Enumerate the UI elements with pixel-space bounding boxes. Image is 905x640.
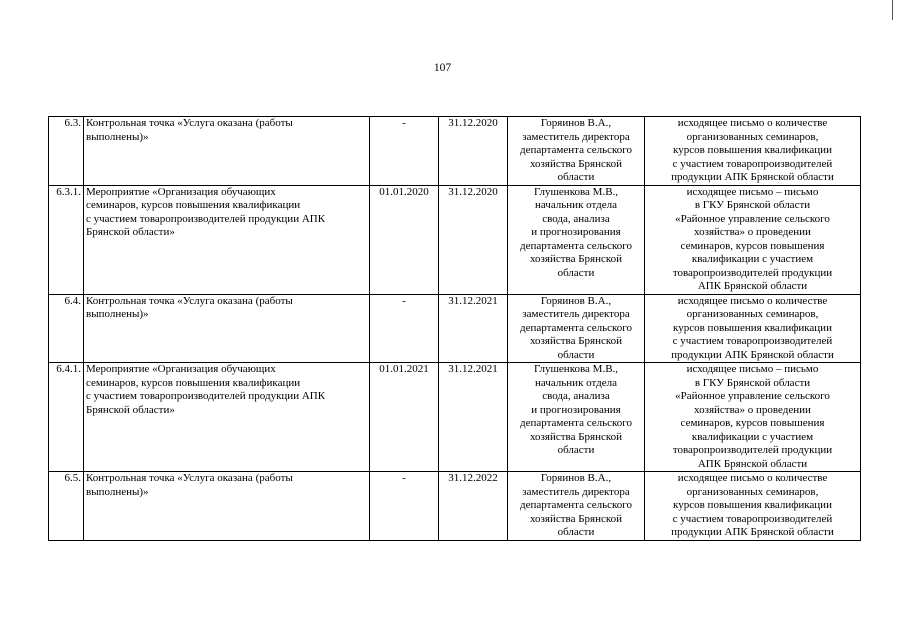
cell-result-line: семинаров, курсов повышения <box>680 417 825 429</box>
cell-responsible-line: области <box>557 444 595 456</box>
cell-responsible-line: области <box>557 266 595 279</box>
cell-event-name-line: выполнены)» <box>86 308 149 320</box>
cell-event-name-line: с участием товаропроизводителей продукции АПК <box>86 212 326 225</box>
cell-end-date: 31.12.2021 <box>439 294 508 363</box>
cell-event-name-line: Контрольная точка «Услуга оказана (работы <box>86 294 293 307</box>
cell-responsible-line: Горяинов В.А., <box>540 294 612 307</box>
cell-responsible-line: департамента сельского <box>519 144 633 156</box>
cell-responsible-line: начальник отдела <box>534 376 618 389</box>
cell-start-date: - <box>370 117 439 186</box>
cell-responsible-line: и прогнозирования <box>531 403 621 416</box>
cell-start-date: 01.01.2021 <box>370 363 439 472</box>
cell-result-line: в ГКУ Брянской области <box>694 199 811 211</box>
cell-result-line: хозяйства» о проведении <box>694 226 811 238</box>
cell-result-line: в ГКУ Брянской области <box>694 376 811 389</box>
cell-result-line: организованных семинаров, <box>686 308 819 320</box>
table-row <box>49 185 861 294</box>
cell-result-line: исходящее письмо – письмо <box>686 185 819 198</box>
cell-number: 6.3.1. <box>49 185 84 294</box>
cell-number: 6.4. <box>49 294 84 363</box>
cell-result <box>645 294 861 363</box>
cell-event-name <box>84 472 370 541</box>
cell-end-date: 31.12.2021 <box>439 363 508 472</box>
cell-result-line: с участием товаропроизводителей <box>672 335 833 347</box>
cell-responsible-line: заместитель директора <box>522 485 630 498</box>
cell-result <box>645 363 861 472</box>
cell-event-name-line: с участием товаропроизводителей продукции АПК <box>86 390 326 402</box>
cell-event-name-line: Мероприятие «Организация обучающих <box>86 185 276 198</box>
cell-event-name-line: семинаров, курсов повышения квалификации <box>86 199 301 211</box>
cell-responsible-line: Горяинов В.А., <box>540 472 612 484</box>
cell-result-line: продукции АПК Брянской области <box>671 348 834 361</box>
cell-responsible-line: хозяйства Брянской <box>529 253 623 265</box>
cell-end-date: 31.12.2020 <box>439 117 508 186</box>
cell-result <box>645 472 861 541</box>
cell-event-name <box>84 185 370 294</box>
scan-edge-mark <box>892 0 893 20</box>
cell-event-name-line: выполнены)» <box>86 485 149 498</box>
cell-responsible-line: хозяйства Брянской <box>529 430 623 443</box>
cell-event-name <box>84 363 370 472</box>
cell-result-line: «Районное управление сельского <box>675 390 830 402</box>
cell-start-date: - <box>370 294 439 363</box>
cell-result-line: квалификации с участием <box>691 253 814 265</box>
cell-event-name-line: Мероприятие «Организация обучающих <box>86 363 276 375</box>
table-row <box>49 363 861 472</box>
cell-responsible-line: департамента сельского <box>519 321 633 334</box>
cell-responsible <box>508 185 645 294</box>
cell-responsible-line: департамента сельского <box>519 499 633 511</box>
table-row <box>49 117 861 186</box>
cell-result-line: семинаров, курсов повышения <box>680 239 825 252</box>
cell-number: 6.3. <box>49 117 84 186</box>
cell-responsible-line: области <box>557 171 595 183</box>
cell-responsible <box>508 472 645 541</box>
cell-responsible-line: хозяйства Брянской <box>529 512 623 525</box>
plan-table <box>48 116 861 541</box>
cell-result-line: АПК Брянской области <box>697 280 808 292</box>
cell-responsible-line: хозяйства Брянской <box>529 157 623 170</box>
cell-result-line: исходящее письмо – письмо <box>686 363 819 375</box>
cell-result-line: «Районное управление сельского <box>675 212 830 225</box>
cell-result-line: товаропроизводителей продукции <box>672 266 833 279</box>
cell-responsible-line: заместитель директора <box>522 130 630 143</box>
cell-start-date: - <box>370 472 439 541</box>
cell-result-line: курсов повышения квалификации <box>673 321 832 334</box>
cell-event-name <box>84 294 370 363</box>
table-row <box>49 472 861 541</box>
cell-result-line: курсов повышения квалификации <box>673 144 832 156</box>
cell-responsible-line: Горяинов В.А., <box>540 117 612 129</box>
cell-responsible-line: департамента сельского <box>519 417 633 429</box>
cell-result-line: квалификации с участием <box>691 430 814 443</box>
cell-result-line: АПК Брянской области <box>697 457 808 470</box>
cell-responsible-line: Глушенкова М.В., <box>533 363 619 375</box>
cell-responsible-line: свода, анализа <box>542 390 610 402</box>
cell-event-name-line: Контрольная точка «Услуга оказана (работы <box>86 472 293 484</box>
cell-responsible-line: заместитель директора <box>522 308 630 320</box>
cell-result-line: продукции АПК Брянской области <box>671 171 834 183</box>
cell-result-line: организованных семинаров, <box>686 485 819 498</box>
cell-end-date: 31.12.2020 <box>439 185 508 294</box>
cell-responsible-line: свода, анализа <box>542 212 610 225</box>
cell-responsible-line: хозяйства Брянской <box>529 335 623 347</box>
cell-responsible-line: области <box>557 526 595 538</box>
cell-event-name-line: Брянской области» <box>86 403 175 416</box>
cell-result-line: хозяйства» о проведении <box>694 403 811 416</box>
cell-responsible <box>508 294 645 363</box>
cell-end-date: 31.12.2022 <box>439 472 508 541</box>
plan-table-body <box>49 117 861 541</box>
page-number: 107 <box>433 62 452 74</box>
cell-number: 6.4.1. <box>49 363 84 472</box>
table-row <box>49 294 861 363</box>
cell-event-name <box>84 117 370 186</box>
cell-result-line: с участием товаропроизводителей <box>672 157 833 170</box>
cell-result-line: исходящее письмо о количестве <box>677 294 828 307</box>
cell-event-name-line: Брянской области» <box>86 226 175 238</box>
cell-event-name-line: Контрольная точка «Услуга оказана (работы <box>86 117 293 129</box>
cell-result-line: курсов повышения квалификации <box>673 499 832 511</box>
cell-result-line: с участием товаропроизводителей <box>672 512 833 525</box>
cell-result <box>645 185 861 294</box>
cell-result-line: товаропроизводителей продукции <box>672 444 833 456</box>
cell-result-line: исходящее письмо о количестве <box>677 472 828 484</box>
cell-number: 6.5. <box>49 472 84 541</box>
cell-responsible <box>508 363 645 472</box>
cell-result-line: продукции АПК Брянской области <box>671 526 834 538</box>
cell-responsible-line: начальник отдела <box>534 199 618 211</box>
cell-responsible-line: Глушенкова М.В., <box>533 185 619 198</box>
cell-result <box>645 117 861 186</box>
cell-event-name-line: выполнены)» <box>86 130 149 143</box>
cell-result-line: организованных семинаров, <box>686 130 819 143</box>
cell-responsible-line: департамента сельского <box>519 239 633 252</box>
cell-responsible-line: и прогнозирования <box>531 226 621 238</box>
cell-result-line: исходящее письмо о количестве <box>677 117 828 129</box>
cell-responsible-line: области <box>557 348 595 361</box>
cell-responsible <box>508 117 645 186</box>
cell-event-name-line: семинаров, курсов повышения квалификации <box>86 376 301 389</box>
cell-start-date: 01.01.2020 <box>370 185 439 294</box>
